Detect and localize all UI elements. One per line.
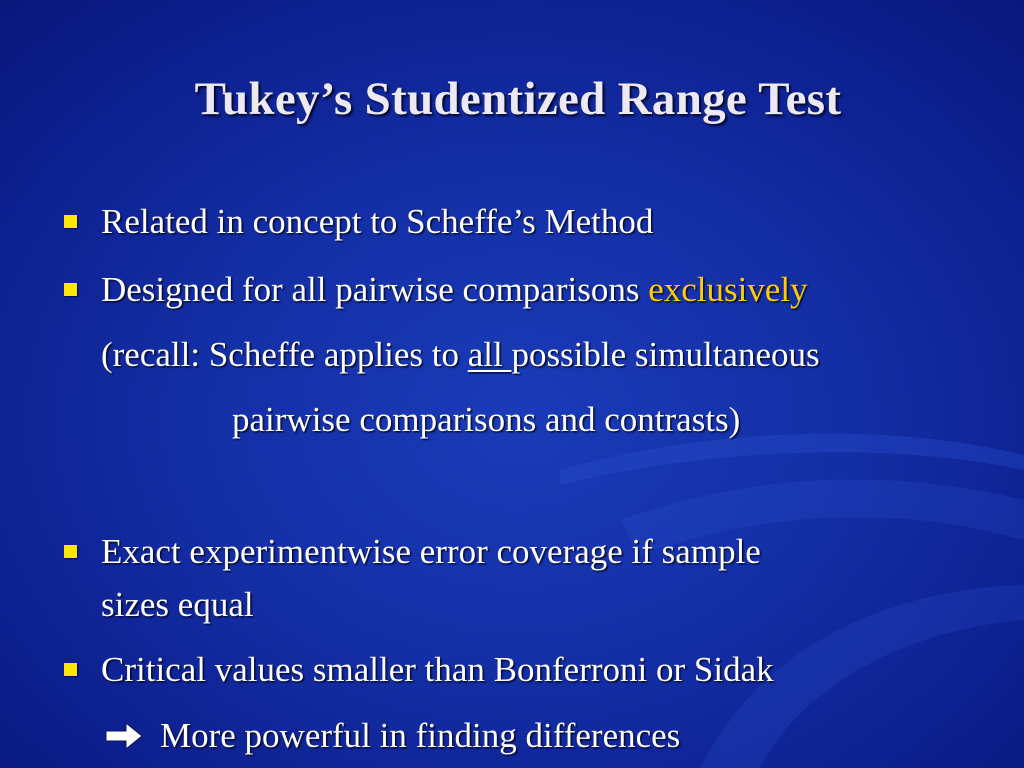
- recall-prefix: (recall: Scheffe applies to: [101, 335, 468, 374]
- bullet-2-continuation-line2: pairwise comparisons and contrasts): [232, 400, 741, 439]
- bullet-marker: [64, 663, 77, 676]
- bullet-marker: [64, 545, 77, 558]
- right-arrow-icon: [104, 721, 144, 751]
- bullet-marker: [64, 283, 77, 296]
- bullet-2-continuation: [101, 335, 820, 375]
- emphasis-exclusively: exclusively: [648, 270, 808, 309]
- bullet-2-text: [101, 270, 808, 310]
- bullet-2-main: Designed for all pairwise comparisons: [101, 270, 649, 309]
- bullet-3-text: Exact experimentwise error coverage if sample: [101, 532, 761, 571]
- bullet-3-text-line2: sizes equal: [101, 585, 254, 624]
- recall-suffix: possible simultaneous: [511, 335, 820, 374]
- slide-title: Tukey’s Studentized Range Test: [194, 73, 842, 125]
- bullet-4-sub: [104, 716, 680, 756]
- bullet-1-text: Related in concept to Scheffe’s Method: [101, 202, 654, 241]
- bullet-4-text: Critical values smaller than Bonferroni or Sidak: [101, 650, 774, 689]
- underlined-all: all: [467, 335, 512, 374]
- bullet-marker: [64, 215, 77, 228]
- bullet-4-sub-text: More powerful in finding differences: [160, 716, 681, 755]
